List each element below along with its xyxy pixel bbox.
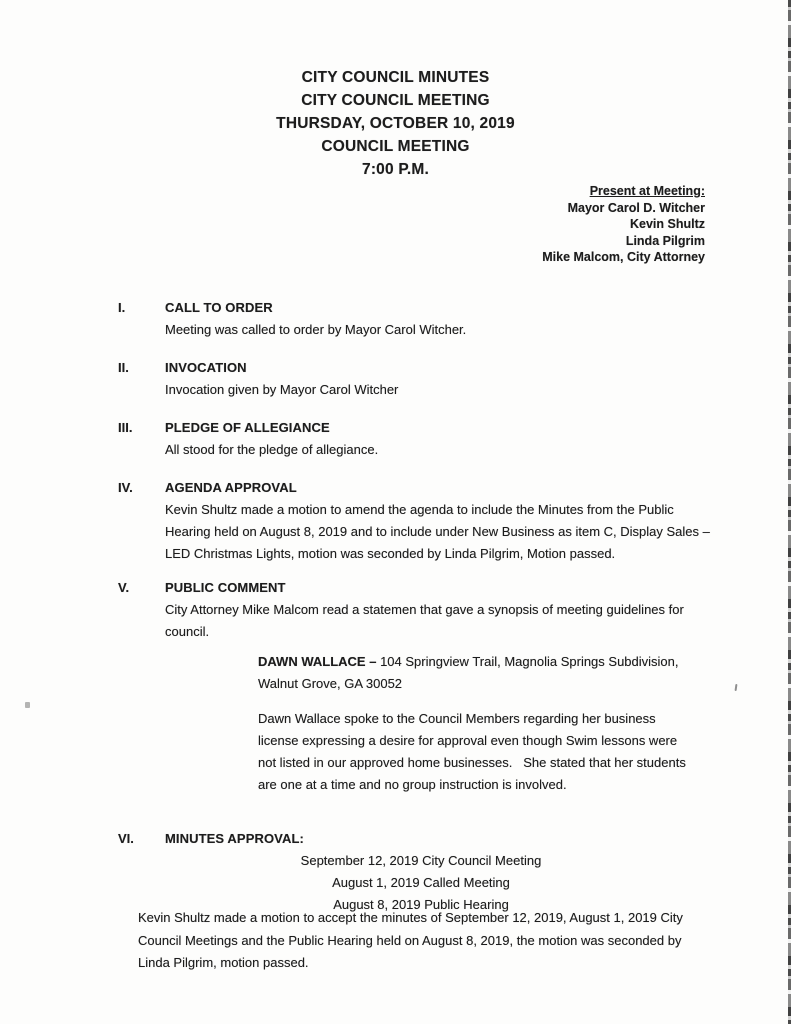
- document-title-block: [0, 66, 791, 181]
- attendee-name: Linda Pilgrim: [625, 233, 705, 248]
- section-minutes-approval: [118, 828, 718, 916]
- section-pledge: [118, 417, 718, 461]
- section-numeral: III.: [118, 420, 133, 435]
- speaker-address: 104 Springview Trail, Magnolia Springs Subdivision, Walnut Grove, GA 30052: [258, 654, 683, 691]
- section-heading: INVOCATION: [165, 360, 247, 375]
- minutes-approval-motion-paragraph: Kevin Shultz made a motion to accept the minutes of September 12, 2019, August 1, 2019 City Council Meetings and the Public Hearing held on August 8, 2019, the motion was seconded by Linda Pilgrim, motion passed.: [138, 910, 687, 970]
- section-call-to-order: [118, 297, 718, 341]
- scan-speck: [25, 702, 30, 708]
- section-invocation: [118, 357, 718, 401]
- title-line: CITY COUNCIL MEETING: [301, 92, 490, 109]
- section-numeral: I.: [118, 300, 126, 315]
- section-body: All stood for the pledge of allegiance.: [165, 442, 379, 457]
- title-line: 7:00 P.M.: [362, 161, 429, 178]
- title-line: THURSDAY, OCTOBER 10, 2019: [276, 115, 515, 132]
- present-at-meeting-block: [542, 183, 705, 266]
- section-numeral: II.: [118, 360, 129, 375]
- section-heading: MINUTES APPROVAL:: [165, 831, 304, 846]
- section-numeral: IV.: [118, 480, 133, 495]
- section-public-comment: [118, 577, 718, 796]
- title-line: COUNCIL MEETING: [321, 138, 470, 155]
- title-line: CITY COUNCIL MINUTES: [301, 69, 490, 86]
- section-body: City Attorney Mike Malcom read a statemen that gave a synopsis of meeting guidelines for council.: [165, 602, 688, 639]
- section-body: Meeting was called to order by Mayor Carol Witcher.: [165, 322, 467, 337]
- minutes-item: August 1, 2019 Called Meeting: [332, 875, 510, 890]
- speaker-block: [258, 651, 688, 796]
- attendee-name: Mayor Carol D. Witcher: [567, 200, 705, 215]
- section-agenda-approval: [118, 477, 718, 565]
- section-numeral: V.: [118, 580, 130, 595]
- section-heading: PUBLIC COMMENT: [165, 580, 286, 595]
- scan-speck: [735, 684, 738, 691]
- speaker-address-line: [258, 651, 688, 695]
- minutes-item: September 12, 2019 City Council Meeting: [300, 853, 542, 868]
- section-body: Invocation given by Mayor Carol Witcher: [165, 382, 399, 397]
- speaker-paragraph: Dawn Wallace spoke to the Council Members regarding her business license expressing a desire for approval even though Swim lessons were not listed in our approved home businesses. She stated that her students are one at a time and no group instruction is involved.: [258, 711, 690, 792]
- section-heading: CALL TO ORDER: [165, 300, 273, 315]
- section-heading: PLEDGE OF ALLEGIANCE: [165, 420, 330, 435]
- attendee-name: Mike Malcom, City Attorney: [542, 250, 705, 264]
- section-body: Kevin Shultz made a motion to amend the agenda to include the Minutes from the Public Hearing held on August 8, 2019 and to include under New Business as item C, Display Sales – LED Christmas Lights, motion was seconded by Linda Pilgrim, Motion passed.: [165, 502, 714, 561]
- section-numeral: VI.: [118, 831, 134, 846]
- section-heading: AGENDA APPROVAL: [165, 480, 297, 495]
- present-heading: Present at Meeting:: [589, 184, 705, 198]
- minutes-item: August 8, 2019 Public Hearing: [333, 897, 509, 912]
- attendee-name: Kevin Shultz: [629, 217, 705, 231]
- speaker-name: DAWN WALLACE –: [258, 654, 381, 669]
